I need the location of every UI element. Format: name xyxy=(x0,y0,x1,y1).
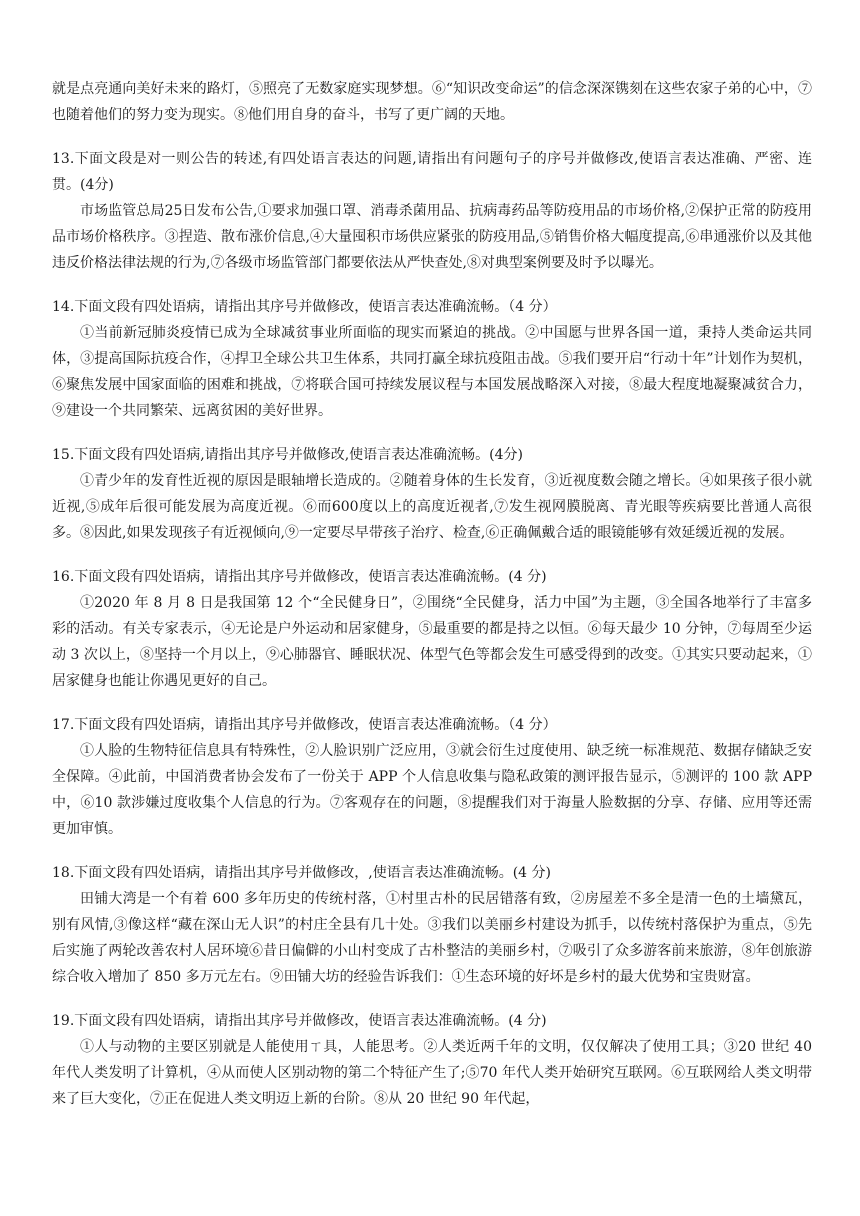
question-16 xyxy=(52,564,812,694)
question-13 xyxy=(52,146,812,276)
question-14 xyxy=(52,294,812,424)
question-passage: 田铺大湾是一个有着 600 多年历史的传统村落，①村里古朴的民居错落有致，②房屋差不多全是清一色的土墙黛瓦，别有风情,③像这样“藏在深山无人识”的村庄全县有几十处。③我们以美丽乡村建设为抓手，以传统村落保护为重点，⑤先后实施了两轮改善农村人居环境⑥昔日偏僻的小山村变成了古朴整洁的美丽乡村，⑦吸引了众多游客前来旅游，⑧年创旅游综合收入增加了 850 多万元左右。⑨田铺大坊的经验告诉我们：①生态环境的好坏是乡村的最大优势和宝贵财富。 xyxy=(52,891,812,985)
question-stem: 16.下面文段有四处语病，请指出其序号并做修改，使语言表达准确流畅。(4 分) xyxy=(52,569,547,585)
question-17 xyxy=(52,712,812,842)
intro-paragraph: 就是点亮通向美好未来的路灯，⑤照亮了无数家庭实现梦想。⑥“知识改变命运”的信念深深镌刻在这些农家子弟的心中，⑦也随着他们的努力变为现实。⑧他们用自身的奋斗，书写了更广阔的天地。 xyxy=(52,81,812,123)
question-stem: 19.下面文段有四处语病，请指出其序号并做修改，使语言表达准确流畅。(4 分) xyxy=(52,1013,547,1029)
question-passage: ①青少年的发育性近视的原因是眼轴增长造成的。②随着身体的生长发育，③近视度数会随之增长。④如果孩子很小就近视,⑤成年后很可能发展为高度近视。⑥而600度以上的高度近视者,⑦发生视网膜脱离、青光眼等疾病要比普通人高很多。⑧因此,如果发现孩子有近视倾向,⑨一定要尽早带孩子治疗、检查,⑥正确佩戴合适的眼镜能够有效延缓近视的发展。 xyxy=(52,473,812,541)
question-19 xyxy=(52,1008,812,1112)
question-stem: 17.下面文段有四处语病，请指出其序号并做修改，使语言表达准确流畅。（4 分） xyxy=(52,717,557,733)
question-15 xyxy=(52,442,812,546)
question-passage: ①人与动物的主要区别就是人能使用ㄒ具，人能思考。②人类近两千年的文明，仅仅解决了使用工具；③20 世纪 40 年代人类发明了计算机，④从而使人区别动物的第二个特征产生了;⑤70 年代人类开始研究互联网。⑥互联网给人类文明带来了巨大变化，⑦正在促进人类文明迈上新的台阶。⑧从 20 世纪 90 年代起， xyxy=(52,1039,812,1107)
question-passage: 市场监管总局25日发布公告,①要求加强口罩、消毒杀菌用品、抗病毒药品等防疫用品的市场价格,②保护正常的防疫用品市场价格秩序。③捏造、散布涨价信息,④大量囤积市场供应紧张的防疫用品,⑤销售价格大幅度提高,⑥串通涨价以及其他违反价格法律法规的行为,⑦各级市场监管部门都要依法从严快查处,⑧对典型案例要及时予以曝光。 xyxy=(52,203,812,271)
question-stem: 13.下面文段是对一则公告的转述,有四处语言表达的问题,请指出有问题句子的序号并做修改,使语言表达准确、严密、连贯。(4分) xyxy=(52,151,812,193)
question-18 xyxy=(52,860,812,990)
question-passage: ①当前新冠肺炎疫情已成为全球减贫事业所面临的现实而紧迫的挑战。②中国愿与世界各国一道，秉持人类命运共同体，③提高国际抗疫合作，④捍卫全球公共卫生体系，共同打赢全球抗疫阻击战。⑤我们要开启“行动十年”计划作为契机，⑥聚焦发展中国家面临的困难和挑战，⑦将联合国可持续发展议程与本国发展战略深入对接，⑧最大程度地凝聚减贫合力，⑨建设一个共同繁荣、远离贫困的美好世界。 xyxy=(52,325,812,419)
question-passage: ①人脸的生物特征信息具有特殊性，②人脸识别广泛应用，③就会衍生过度使用、缺乏统一标准规范、数据存储缺乏安全保障。④此前，中国消费者协会发布了一份关于 APP 个人信息收集与隐私政策的测评报告显示，⑤测评的 100 款 APP 中，⑥10 款涉嫌过度收集个人信息的行为。⑦客观存在的问题，⑧提醒我们对于海量人脸数据的分享、存储、应用等还需更加审慎。 xyxy=(52,743,812,837)
question-stem: 14.下面文段有四处语病，请指出其序号并做修改，使语言表达准确流畅。（4 分） xyxy=(52,299,557,315)
question-stem: 18.下面文段有四处语病，请指出其序号并做修改，,使语言表达准确流畅。(4 分) xyxy=(52,865,551,881)
question-stem: 15.下面文段有四处语病,请指出其序号并做修改,使语言表达准确流畅。(4分) xyxy=(52,447,523,463)
question-passage: ①2020 年 8 月 8 日是我国第 12 个“全民健身日”，②围绕“全民健身，活力中国”为主题，③全国各地举行了丰富多彩的活动。有关专家表示，④无论是户外运动和居家健身，⑤最重要的都是持之以恒。⑥每天最少 10 分钟，⑦每周至少运动 3 次以上，⑧坚持一个月以上，⑨心肺器官、睡眠状况、体型气色等都会发生可感受得到的改变。①其实只要动起来，①居家健身也能让你遇见更好的自己。 xyxy=(52,595,812,689)
